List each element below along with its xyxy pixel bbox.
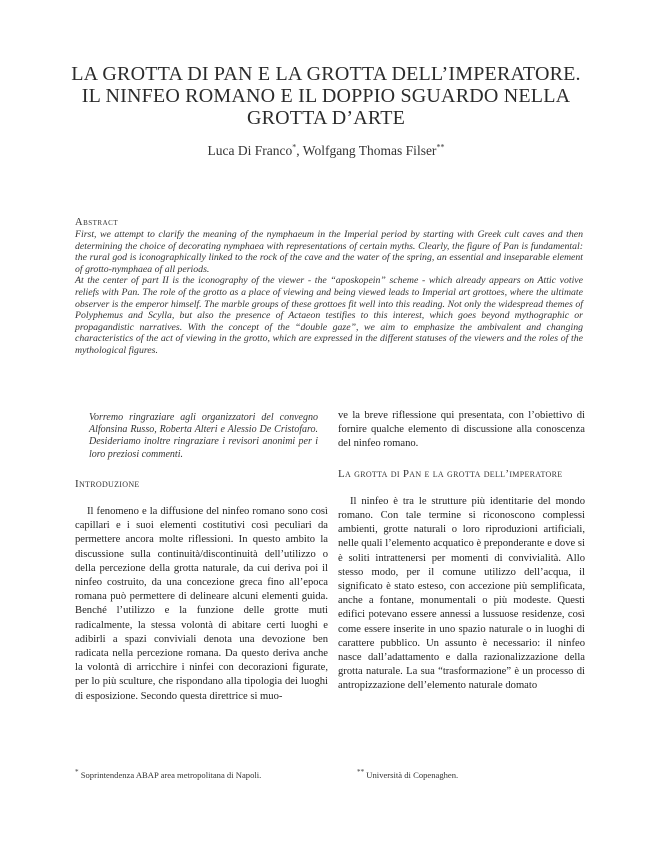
author-separator: ,	[296, 143, 303, 158]
footnote-text: Università di Copenaghen.	[364, 770, 459, 780]
title-line: LA GROTTA DI PAN E LA GROTTA DELL’IMPERATORE.	[71, 63, 581, 85]
author-affiliation-mark: *	[292, 142, 297, 152]
left-column	[75, 409, 328, 704]
footnote-mark: *	[75, 768, 79, 777]
abstract-text	[75, 229, 583, 357]
acknowledgement-note: Vorremo ringraziare agli organizzatori del convegno Alfonsina Russo, Roberta Alteri e Alessio De Cristofaro. Desideriamo inoltre ringraziare i revisori anonimi per i loro preziosi commenti.	[89, 412, 318, 460]
right-column	[338, 409, 585, 694]
section-heading-introduction: Introduzione	[75, 477, 140, 490]
author-name: Wolfgang Thomas Filser	[302, 143, 437, 158]
introduction-paragraph: Il fenomeno e la diffusione del ninfeo romano sono così capillari e i suoi elementi costitutivi così peculiari da permettere ancora molte riflessioni. In questo ambito la discussione sulla continuità/discontinuità dell’utilizzo o della percezione della grotta naturale, da cui deriva poi il ninfeo costruito, da una concezione greca fino all’epoca romana può permettere di delineare alcuni elementi guida. Benché l’utilizzo e la funzione delle grotte muti radicalmente, la stessa volontà di abitare certi luoghi e adibirli a spazi conviviali denota una devozione ben radicata nella percezione romana. Da questo deriva anche la volontà di arricchire i ninfei con decorazioni figurate, per lo più sculture, che rispondano alla tipologia dei luoghi di esposizione. Secondo questa direttrice si muo-	[75, 506, 328, 702]
footnote-mark: **	[357, 768, 365, 777]
footnote-1	[75, 770, 261, 780]
abstract-paragraph: First, we attempt to clarify the meaning of the nymphaeum in the Imperial period by starting with Greek cult caves and then determining the choice of decorating nymphaea with representations of certain myths. Clearly, the figure of Pan is fundamental: the rural god is iconographically linked to the rock of the cave and the water of the spring, an essential and inseparable element of grotto-nymphaea of all periods.	[75, 229, 583, 275]
author-line	[70, 143, 582, 159]
continued-paragraph: ve la breve riflessione qui presentata, con l’obiettivo di fornire qualche elemento di discussione alla conoscenza del ninfeo romano.	[338, 410, 585, 450]
title-line: GROTTA D’ARTE	[246, 107, 406, 129]
footnote-2	[357, 770, 458, 780]
title-line: IL NINFEO ROMANO E IL DOPPIO SGUARDO NELLA	[81, 85, 571, 107]
abstract-paragraph: At the center of part II is the iconography of the viewer - the “aposkopein” scheme - which already appears on Attic votive reliefs with Pan. The role of the grotto as a place of viewing and being viewed leads to Imperial art grottoes, where the ultimate observer is the emperor himself. The marble groups of these grottoes fit well into this reading. Not only the widespread themes of Polyphemus and Scylla, but also the presence of Actaeon testifies to this interest, which goes beyond mythographic or propagandistic narratives. With the concept of the “double gaze”, we aim to emphasize the ambivalent and changing characteristics of the act of viewing in the grotto, which are expressed in the different statuses of the viewers and the roles of the mythological figures.	[75, 275, 583, 356]
author-affiliation-mark: **	[436, 142, 445, 152]
abstract-heading: Abstract	[75, 217, 119, 228]
author-name: Luca Di Franco	[207, 143, 293, 158]
section-heading-grotta: La grotta di Pan e la grotta dell’imperatore	[338, 467, 563, 480]
section-paragraph: Il ninfeo è tra le strutture più identitarie del mondo romano. Con tale termine si riconoscono complessi ambienti, grotte naturali o loro riproduzioni artificiali, nelle quali l’elemento acquatico è preponderante e dove si è soliti intrattenersi per momenti di convivialità. Allo stesso modo, per il comune utilizzo dell’acqua, il significato è stato esteso, con accezione più semplificata, anche a fontane, monumentali o più modeste. Questi edifici potevano essere annessi a lussuose residenze, così come essere inserite in uno spazio naturale o in luoghi di carattere pubblico. Un assunto è necessario: il ninfeo nasce dall’adattamento e dalla razionalizzazione della grotta naturale. La sua “trasformazione” è un processo di antropizzazione dell’elemento naturale domato	[338, 495, 585, 692]
article-title	[70, 63, 582, 129]
footnote-text: Soprintendenza ABAP area metropolitana di Napoli.	[78, 770, 262, 780]
